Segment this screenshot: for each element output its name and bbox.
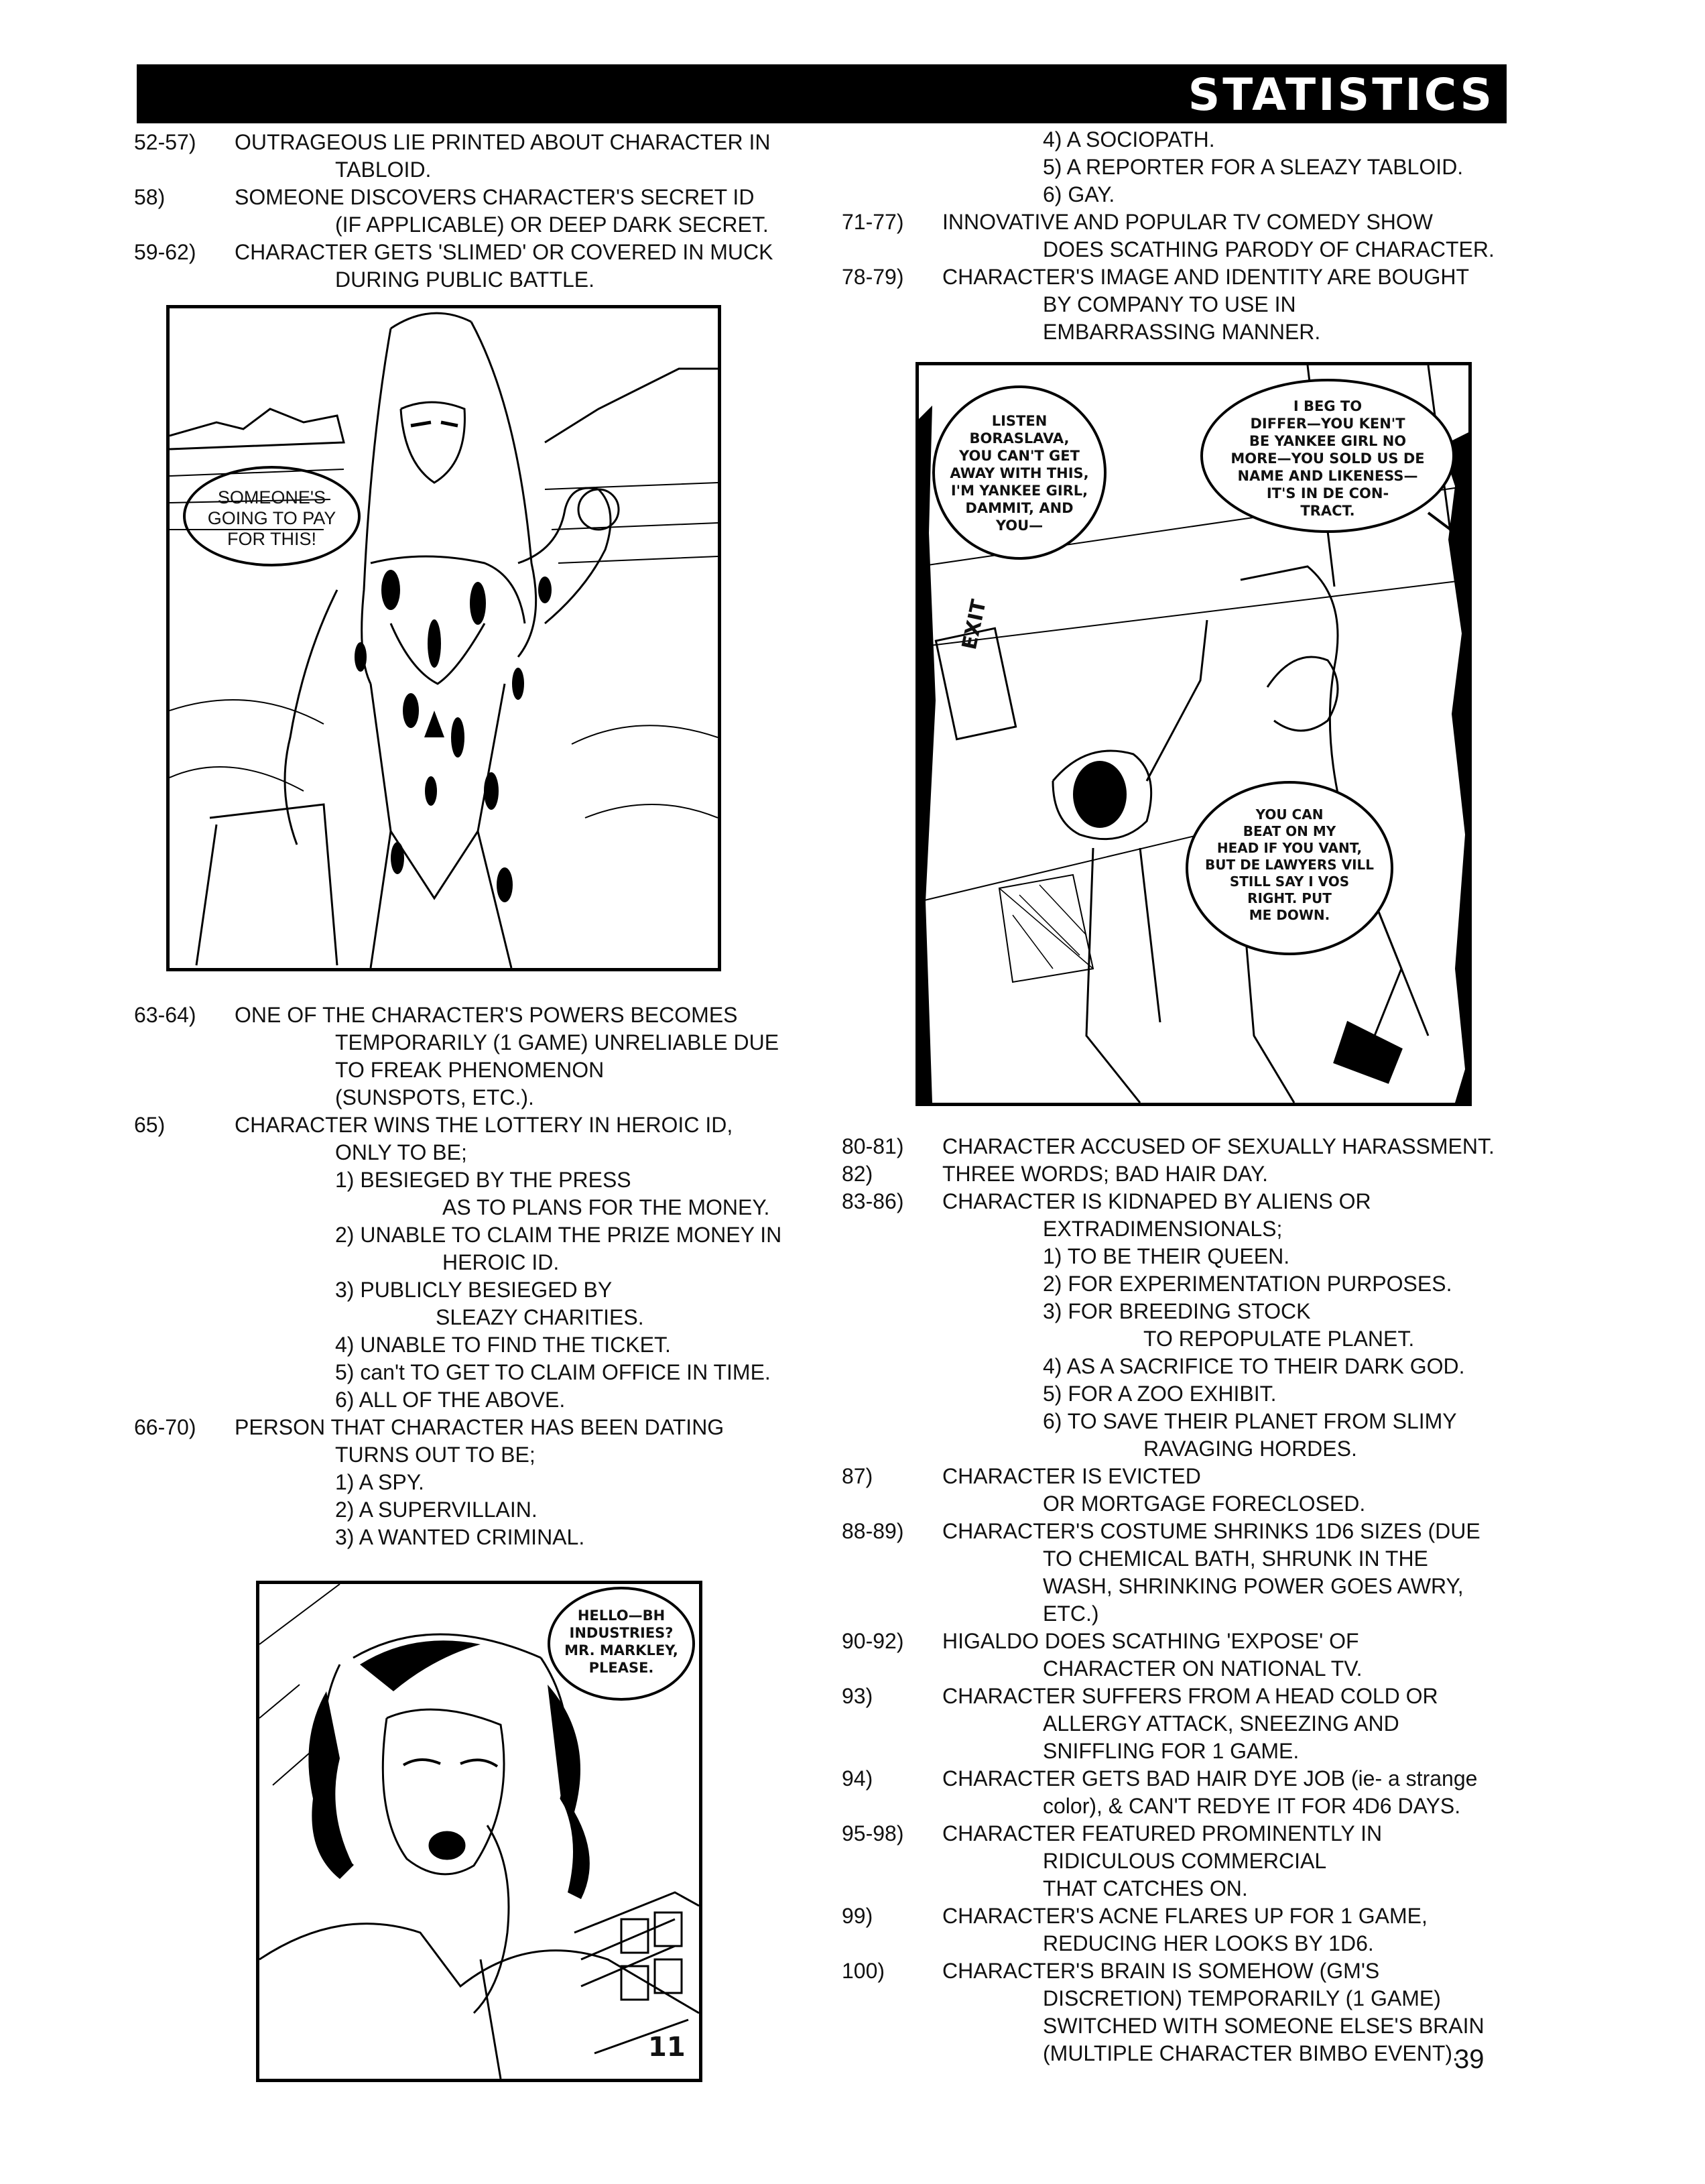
- entry-line: THREE WORDS; BAD HAIR DAY.: [942, 1162, 1268, 1186]
- entry-roll-range: 71-77): [842, 210, 904, 234]
- entry-line: DURING PUBLIC BATTLE.: [335, 267, 595, 292]
- entry-line: OUTRAGEOUS LIE PRINTED ABOUT CHARACTER IN: [235, 130, 771, 154]
- entry-roll-range: 63-64): [134, 1003, 196, 1027]
- table-entry: [134, 1111, 831, 1414]
- entry-line: BY COMPANY TO USE IN: [1043, 292, 1296, 316]
- left-column-middle: [134, 1002, 831, 1551]
- entry-line: ONE OF THE CHARACTER'S POWERS BECOMES: [235, 1003, 738, 1027]
- entry-line: HEROIC ID.: [442, 1250, 560, 1274]
- entry-line: DISCRETION) TEMPORARILY (1 GAME): [1043, 1986, 1441, 2010]
- page-number: 39: [1454, 2045, 1485, 2074]
- entry-line: SNIFFLING FOR 1 GAME.: [1043, 1739, 1300, 1763]
- entry-line: 2) UNABLE TO CLAIM THE PRIZE MONEY IN: [335, 1223, 782, 1247]
- entry-line: CHARACTER'S ACNE FLARES UP FOR 1 GAME,: [942, 1904, 1428, 1928]
- entry-roll-range: 80-81): [842, 1134, 904, 1158]
- entry-line: CHARACTER GETS BAD HAIR DYE JOB (ie- a strange: [942, 1766, 1478, 1791]
- entry-line: PERSON THAT CHARACTER HAS BEEN DATING: [235, 1415, 724, 1439]
- entry-line: 6) ALL OF THE ABOVE.: [335, 1388, 566, 1412]
- entry-line: 3) FOR BREEDING STOCK: [1043, 1299, 1311, 1323]
- right-column-top: [842, 126, 1512, 346]
- entry-line: 4) UNABLE TO FIND THE TICKET.: [335, 1333, 671, 1357]
- entry-line: ETC.): [1043, 1601, 1099, 1626]
- table-entry: [842, 1160, 1512, 1188]
- entry-line: DOES SCATHING PARODY OF CHARACTER.: [1043, 237, 1495, 261]
- entry-line: CHARACTER GETS 'SLIMED' OR COVERED IN MUCK: [235, 240, 773, 264]
- entry-roll-range: 59-62): [134, 240, 196, 264]
- entry-line: 5) FOR A ZOO EXHIBIT.: [1043, 1382, 1277, 1406]
- table-entry: [842, 1133, 1512, 1160]
- table-entry: [134, 184, 831, 239]
- table-entry: [842, 208, 1512, 263]
- entry-roll-range: 87): [842, 1464, 873, 1488]
- entry-line: CHARACTER ACCUSED OF SEXUALLY HARASSMENT.: [942, 1134, 1495, 1158]
- entry-line: CHARACTER FEATURED PROMINENTLY IN: [942, 1821, 1383, 1845]
- entry-line: (MULTIPLE CHARACTER BIMBO EVENT).: [1043, 2041, 1458, 2065]
- entry-line: SWITCHED WITH SOMEONE ELSE'S BRAIN: [1043, 2014, 1485, 2038]
- entry-line: (IF APPLICABLE) OR DEEP DARK SECRET.: [335, 213, 769, 237]
- entry-line: CHARACTER WINS THE LOTTERY IN HEROIC ID,: [235, 1113, 733, 1137]
- table-entry: [842, 1188, 1512, 1463]
- panel-corner-number: 11: [648, 2032, 686, 2063]
- entry-line: CHARACTER ON NATIONAL TV.: [1043, 1656, 1363, 1681]
- table-entry: [842, 126, 1512, 208]
- table-entry: [134, 1414, 831, 1551]
- entry-line: TO CHEMICAL BATH, SHRUNK IN THE: [1043, 1546, 1428, 1571]
- entry-line: AS TO PLANS FOR THE MONEY.: [442, 1195, 770, 1219]
- entry-line: CHARACTER SUFFERS FROM A HEAD COLD OR: [942, 1684, 1438, 1708]
- entry-roll-range: 88-89): [842, 1519, 904, 1543]
- entry-line: color), & CAN'T REDYE IT FOR 4D6 DAYS.: [1043, 1794, 1461, 1818]
- entry-line: 3) A WANTED CRIMINAL.: [335, 1525, 585, 1549]
- entry-line: INNOVATIVE AND POPULAR TV COMEDY SHOW: [942, 210, 1433, 234]
- table-entry: [134, 129, 831, 184]
- entry-line: 1) BESIEGED BY THE PRESS: [335, 1168, 631, 1192]
- entry-line: TO REPOPULATE PLANET.: [1143, 1327, 1415, 1351]
- entry-line: 1) A SPY.: [335, 1470, 424, 1494]
- entry-line: CHARACTER'S IMAGE AND IDENTITY ARE BOUGHT: [942, 265, 1470, 289]
- entry-roll-range: 52-57): [134, 130, 196, 154]
- exit-sign: EXIT: [958, 597, 991, 652]
- entry-line: 6) TO SAVE THEIR PLANET FROM SLIMY: [1043, 1409, 1457, 1433]
- left-column-top: [134, 129, 831, 294]
- entry-line: TABLOID.: [335, 158, 432, 182]
- entry-line: EXTRADIMENSIONALS;: [1043, 1217, 1283, 1241]
- entry-roll-range: 78-79): [842, 265, 904, 289]
- entry-line: 2) FOR EXPERIMENTATION PURPOSES.: [1043, 1272, 1452, 1296]
- entry-roll-range: 99): [842, 1904, 873, 1928]
- entry-line: SOMEONE DISCOVERS CHARACTER'S SECRET ID: [235, 185, 755, 209]
- entry-line: (SUNSPOTS, ETC.).: [335, 1085, 534, 1109]
- entry-line: TURNS OUT TO BE;: [335, 1443, 535, 1467]
- header-bar: [137, 64, 1507, 123]
- entry-line: 4) A SOCIOPATH.: [1043, 127, 1215, 151]
- entry-line: HIGALDO DOES SCATHING 'EXPOSE' OF: [942, 1629, 1359, 1653]
- entry-line: ONLY TO BE;: [335, 1140, 467, 1164]
- entry-line: 3) PUBLICLY BESIEGED BY: [335, 1278, 613, 1302]
- entry-roll-range: 95-98): [842, 1821, 904, 1845]
- table-entry: [842, 1957, 1512, 2067]
- entry-line: CHARACTER'S COSTUME SHRINKS 1D6 SIZES (DUE: [942, 1519, 1480, 1543]
- table-entry: [842, 1683, 1512, 1765]
- entry-roll-range: 82): [842, 1162, 873, 1186]
- speech-balloon-boraslava: I BEG TO DIFFER—YOU KEN'T BE YANKEE GIRL NO MORE—YOU SOLD US DE NAME AND LIKENESS— IT'S IN DE CON- TRACT.: [1200, 379, 1455, 533]
- entry-line: 6) GAY.: [1043, 182, 1115, 206]
- comic-panel-slimed: [166, 305, 721, 971]
- entry-line: TEMPORARILY (1 GAME) UNRELIABLE DUE: [335, 1030, 779, 1054]
- entry-roll-range: 94): [842, 1766, 873, 1791]
- entry-roll-range: 90-92): [842, 1629, 904, 1653]
- entry-line: CHARACTER'S BRAIN IS SOMEHOW (GM'S: [942, 1959, 1380, 1983]
- entry-line: OR MORTGAGE FORECLOSED.: [1043, 1492, 1366, 1516]
- entry-roll-range: 66-70): [134, 1415, 196, 1439]
- entry-line: WASH, SHRINKING POWER GOES AWRY,: [1043, 1574, 1464, 1598]
- speech-balloon-slimed: SOMEONE'S GOING TO PAY FOR THIS!: [183, 466, 361, 566]
- entry-line: EMBARRASSING MANNER.: [1043, 320, 1321, 344]
- entry-line: REDUCING HER LOOKS BY 1D6.: [1043, 1931, 1374, 1955]
- entry-roll-range: 93): [842, 1684, 873, 1708]
- speech-balloon-lawyers: YOU CAN BEAT ON MY HEAD IF YOU VANT, BUT DE LAWYERS VILL STILL SAY I VOS RIGHT. PUT ME DOWN.: [1186, 781, 1393, 955]
- table-entry: [842, 1518, 1512, 1628]
- entry-line: THAT CATCHES ON.: [1043, 1876, 1248, 1900]
- comic-panel-identity: [915, 362, 1472, 1106]
- table-entry: [842, 1463, 1512, 1518]
- comic-panel-phone: [256, 1581, 702, 2082]
- table-entry: [842, 1765, 1512, 1820]
- entry-line: 2) A SUPERVILLAIN.: [335, 1498, 538, 1522]
- entry-line: 1) TO BE THEIR QUEEN.: [1043, 1244, 1290, 1268]
- section-title: STATISTICS: [1188, 69, 1495, 121]
- right-column-bottom: [842, 1133, 1512, 2067]
- entry-roll-range: 58): [134, 185, 166, 209]
- speech-balloon-phone: HELLO—BH INDUSTRIES? MR. MARKLEY, PLEASE.: [548, 1587, 695, 1701]
- table-entry: [842, 1820, 1512, 1902]
- entry-line: RIDICULOUS COMMERCIAL: [1043, 1849, 1327, 1873]
- entry-line: 5) can't TO GET TO CLAIM OFFICE IN TIME.: [335, 1360, 771, 1384]
- table-entry: [842, 1902, 1512, 1957]
- entry-line: 5) A REPORTER FOR A SLEAZY TABLOID.: [1043, 155, 1464, 179]
- table-entry: [842, 1628, 1512, 1683]
- entry-roll-range: 65): [134, 1113, 166, 1137]
- entry-line: SLEAZY CHARITIES.: [436, 1305, 644, 1329]
- entry-roll-range: 100): [842, 1959, 885, 1983]
- table-entry: [134, 1002, 831, 1111]
- table-entry: [842, 263, 1512, 346]
- speech-balloon-yankee-girl: LISTEN BORASLAVA, YOU CAN'T GET AWAY WITH THIS, I'M YANKEE GIRL, DAMMIT, AND YOU—: [932, 385, 1107, 560]
- table-entry: [134, 239, 831, 294]
- entry-line: ALLERGY ATTACK, SNEEZING AND: [1043, 1711, 1399, 1736]
- entry-line: CHARACTER IS EVICTED: [942, 1464, 1201, 1488]
- entry-line: CHARACTER IS KIDNAPED BY ALIENS OR: [942, 1189, 1371, 1213]
- entry-line: TO FREAK PHENOMENON: [335, 1058, 605, 1082]
- entry-line: 4) AS A SACRIFICE TO THEIR DARK GOD.: [1043, 1354, 1465, 1378]
- entry-line: RAVAGING HORDES.: [1143, 1437, 1357, 1461]
- slimed-artwork: [170, 308, 718, 968]
- entry-roll-range: 83-86): [842, 1189, 904, 1213]
